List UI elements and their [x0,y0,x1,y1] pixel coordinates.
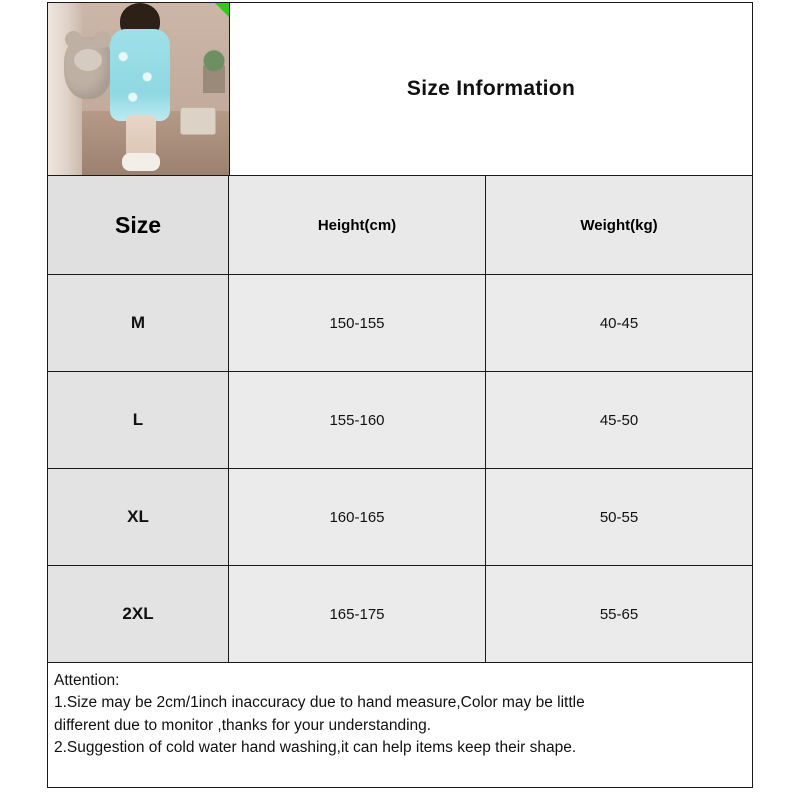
header-cell-size [48,176,229,274]
value-height: 150-155 [329,314,385,332]
value-weight: 50-55 [599,508,639,526]
model-figure [100,3,178,175]
chart-top-band [48,3,752,176]
chart-title-cell [229,3,752,175]
cell-height [229,275,486,371]
table-row [48,469,752,566]
table-row [48,275,752,372]
bag-decor [180,107,216,135]
table-row [48,372,752,469]
cell-height [229,372,486,468]
attention-line-1: 1.Size may be 2cm/1inch inaccuracy due to hand measure,Color may be little [54,694,585,712]
size-chart-frame [47,2,753,788]
value-size: 2XL [122,604,154,623]
attention-note [48,663,752,787]
cell-weight [486,469,752,565]
cell-weight [486,372,752,468]
value-weight: 45-50 [599,411,639,429]
pajama-set [110,29,170,121]
attention-line-3: 2.Suggestion of cold water hand washing,it can help items keep their shape. [54,739,577,757]
cell-weight [486,275,752,371]
page-title: Size Information [406,77,576,100]
value-height: 160-165 [329,508,385,526]
attention-line-2: different due to monitor ,thanks for your understanding. [54,716,432,734]
product-photo-cell [48,3,229,175]
cell-weight [486,566,752,662]
value-height: 155-160 [329,411,385,429]
cell-height [229,469,486,565]
product-photo [48,3,229,175]
cell-height [229,566,486,662]
header-cell-height [229,176,486,274]
plant-decor [203,47,225,93]
table-header-row [48,176,752,275]
value-size: L [132,410,144,429]
header-cell-weight [486,176,752,274]
cell-size [48,275,229,371]
attention-heading: Attention: [54,672,120,689]
model-socks [122,153,160,171]
cell-size [48,372,229,468]
cell-size [48,566,229,662]
size-table [48,176,752,663]
cell-size [48,469,229,565]
header-label-size: Size [114,211,162,238]
value-height: 165-175 [329,605,385,623]
value-weight: 55-65 [599,605,639,623]
header-label-height: Height(cm) [317,216,397,234]
header-label-weight: Weight(kg) [580,216,658,234]
value-size: M [130,313,146,332]
teddy-bear-face [74,49,102,71]
value-weight: 40-45 [599,314,639,332]
table-row [48,566,752,663]
value-size: XL [127,507,149,526]
